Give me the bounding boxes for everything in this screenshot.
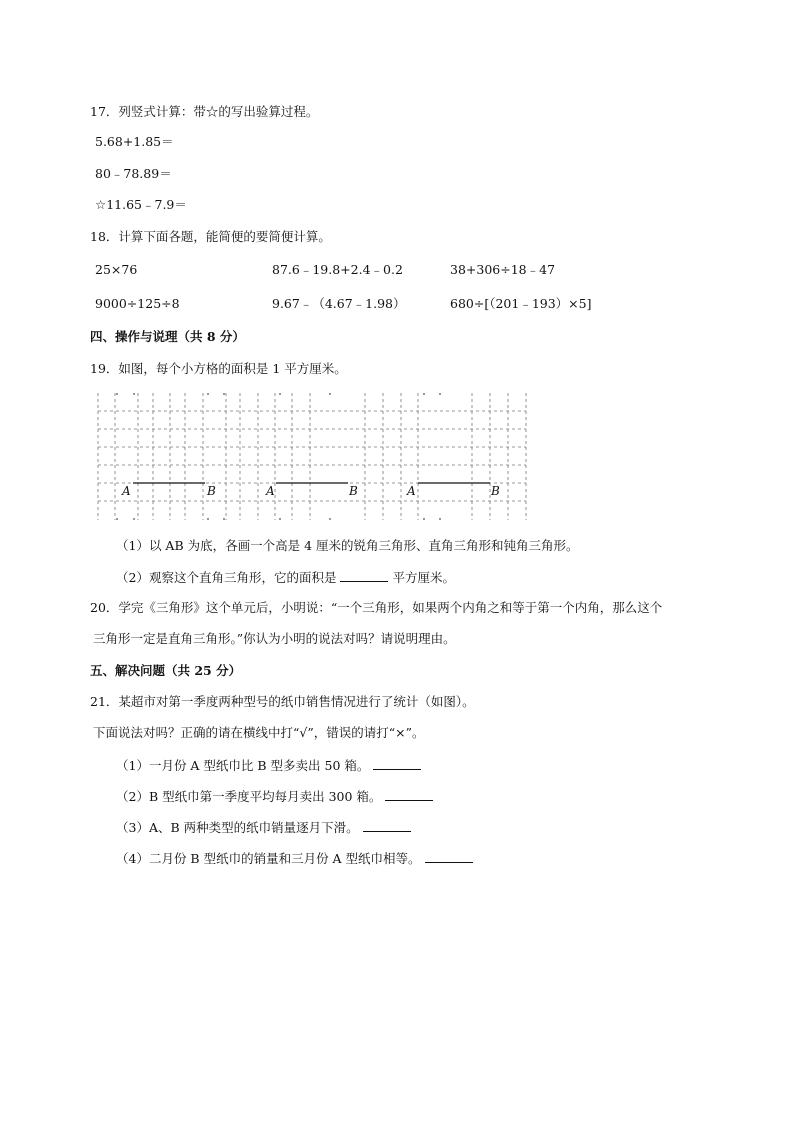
point-a-2: A bbox=[266, 484, 275, 498]
q20-line-1: 20．学完《三角形》这个单元后，小明说：“一个三角形，如果两个内角之和等于第一个内角，那么这个 bbox=[90, 600, 663, 615]
q17-title: 17．列竖式计算：带☆的写出验算过程。 bbox=[90, 104, 319, 119]
q21-item-1-text: （1）一月份 A 型纸巾比 B 型多卖出 50 箱。 bbox=[116, 758, 370, 773]
q19-sub1: （1）以 AB 为底，各画一个高是 4 厘米的锐角三角形、直角三角形和钝角三角形。 bbox=[116, 538, 579, 553]
q21-answer-blank-4[interactable] bbox=[425, 851, 473, 863]
q21-item-1 bbox=[116, 758, 421, 774]
q21-title: 21．某超市对第一季度两种型号的纸巾销售情况进行了统计（如图）。 bbox=[90, 694, 475, 709]
point-b-1: B bbox=[207, 484, 216, 498]
q21-item-3 bbox=[116, 820, 411, 836]
point-a-3: A bbox=[407, 484, 416, 498]
q21-answer-blank-2[interactable] bbox=[385, 789, 433, 801]
point-b-2: B bbox=[349, 484, 358, 498]
q20-line-2: 三角形一定是直角三角形。”你认为小明的说法对吗？请说明理由。 bbox=[93, 631, 456, 646]
q21-item-4 bbox=[116, 851, 473, 867]
q21-item-4-text: （4）二月份 B 型纸巾的销量和三月份 A 型纸巾相等。 bbox=[116, 851, 421, 866]
q18-r2c3: 680÷[（201﹣193）×5] bbox=[450, 296, 592, 311]
q21-answer-blank-1[interactable] bbox=[373, 758, 421, 770]
q18-r2c1: 9000÷125÷8 bbox=[95, 296, 180, 311]
q18-r1c1: 25×76 bbox=[95, 262, 138, 277]
q19-answer-blank[interactable] bbox=[340, 570, 388, 582]
section-5-heading: 五、解决问题（共 25 分） bbox=[90, 663, 242, 678]
q21-answer-blank-3[interactable] bbox=[363, 820, 411, 832]
dashed-grid bbox=[98, 393, 526, 520]
q21-item-2-text: （2）B 型纸巾第一季度平均每月卖出 300 箱。 bbox=[116, 789, 382, 804]
q18-r2c2: 9.67﹣（4.67﹣1.98） bbox=[272, 296, 406, 311]
q18-r1c3: 38+306÷18﹣47 bbox=[450, 262, 556, 277]
point-a-1: A bbox=[122, 484, 131, 498]
point-b-3: B bbox=[491, 484, 500, 498]
q19-sub2 bbox=[116, 570, 455, 586]
q21-instruction: 下面说法对吗？正确的请在横线中打“√”，错误的请打“×”。 bbox=[93, 725, 425, 740]
q18-r1c2: 87.6﹣19.8+2.4﹣0.2 bbox=[272, 262, 403, 277]
q19-title: 19．如图，每个小方格的面积是 1 平方厘米。 bbox=[90, 361, 347, 376]
q21-item-3-text: （3）A、B 两种类型的纸巾销量逐月下滑。 bbox=[116, 820, 359, 835]
q19-sub2-unit: 平方厘米。 bbox=[392, 570, 455, 585]
q18-title: 18．计算下面各题，能简便的要简便计算。 bbox=[90, 229, 331, 244]
section-4-heading: 四、操作与说理（共 8 分） bbox=[90, 329, 245, 344]
q17-item-1: 5.68+1.85＝ bbox=[95, 134, 174, 149]
q19-sub2-text: （2）观察这个直角三角形，它的面积是 bbox=[116, 570, 337, 585]
q17-item-3: ☆11.65﹣7.9＝ bbox=[95, 197, 187, 212]
q21-item-2 bbox=[116, 789, 433, 805]
q17-item-2: 80﹣78.89＝ bbox=[95, 166, 172, 181]
